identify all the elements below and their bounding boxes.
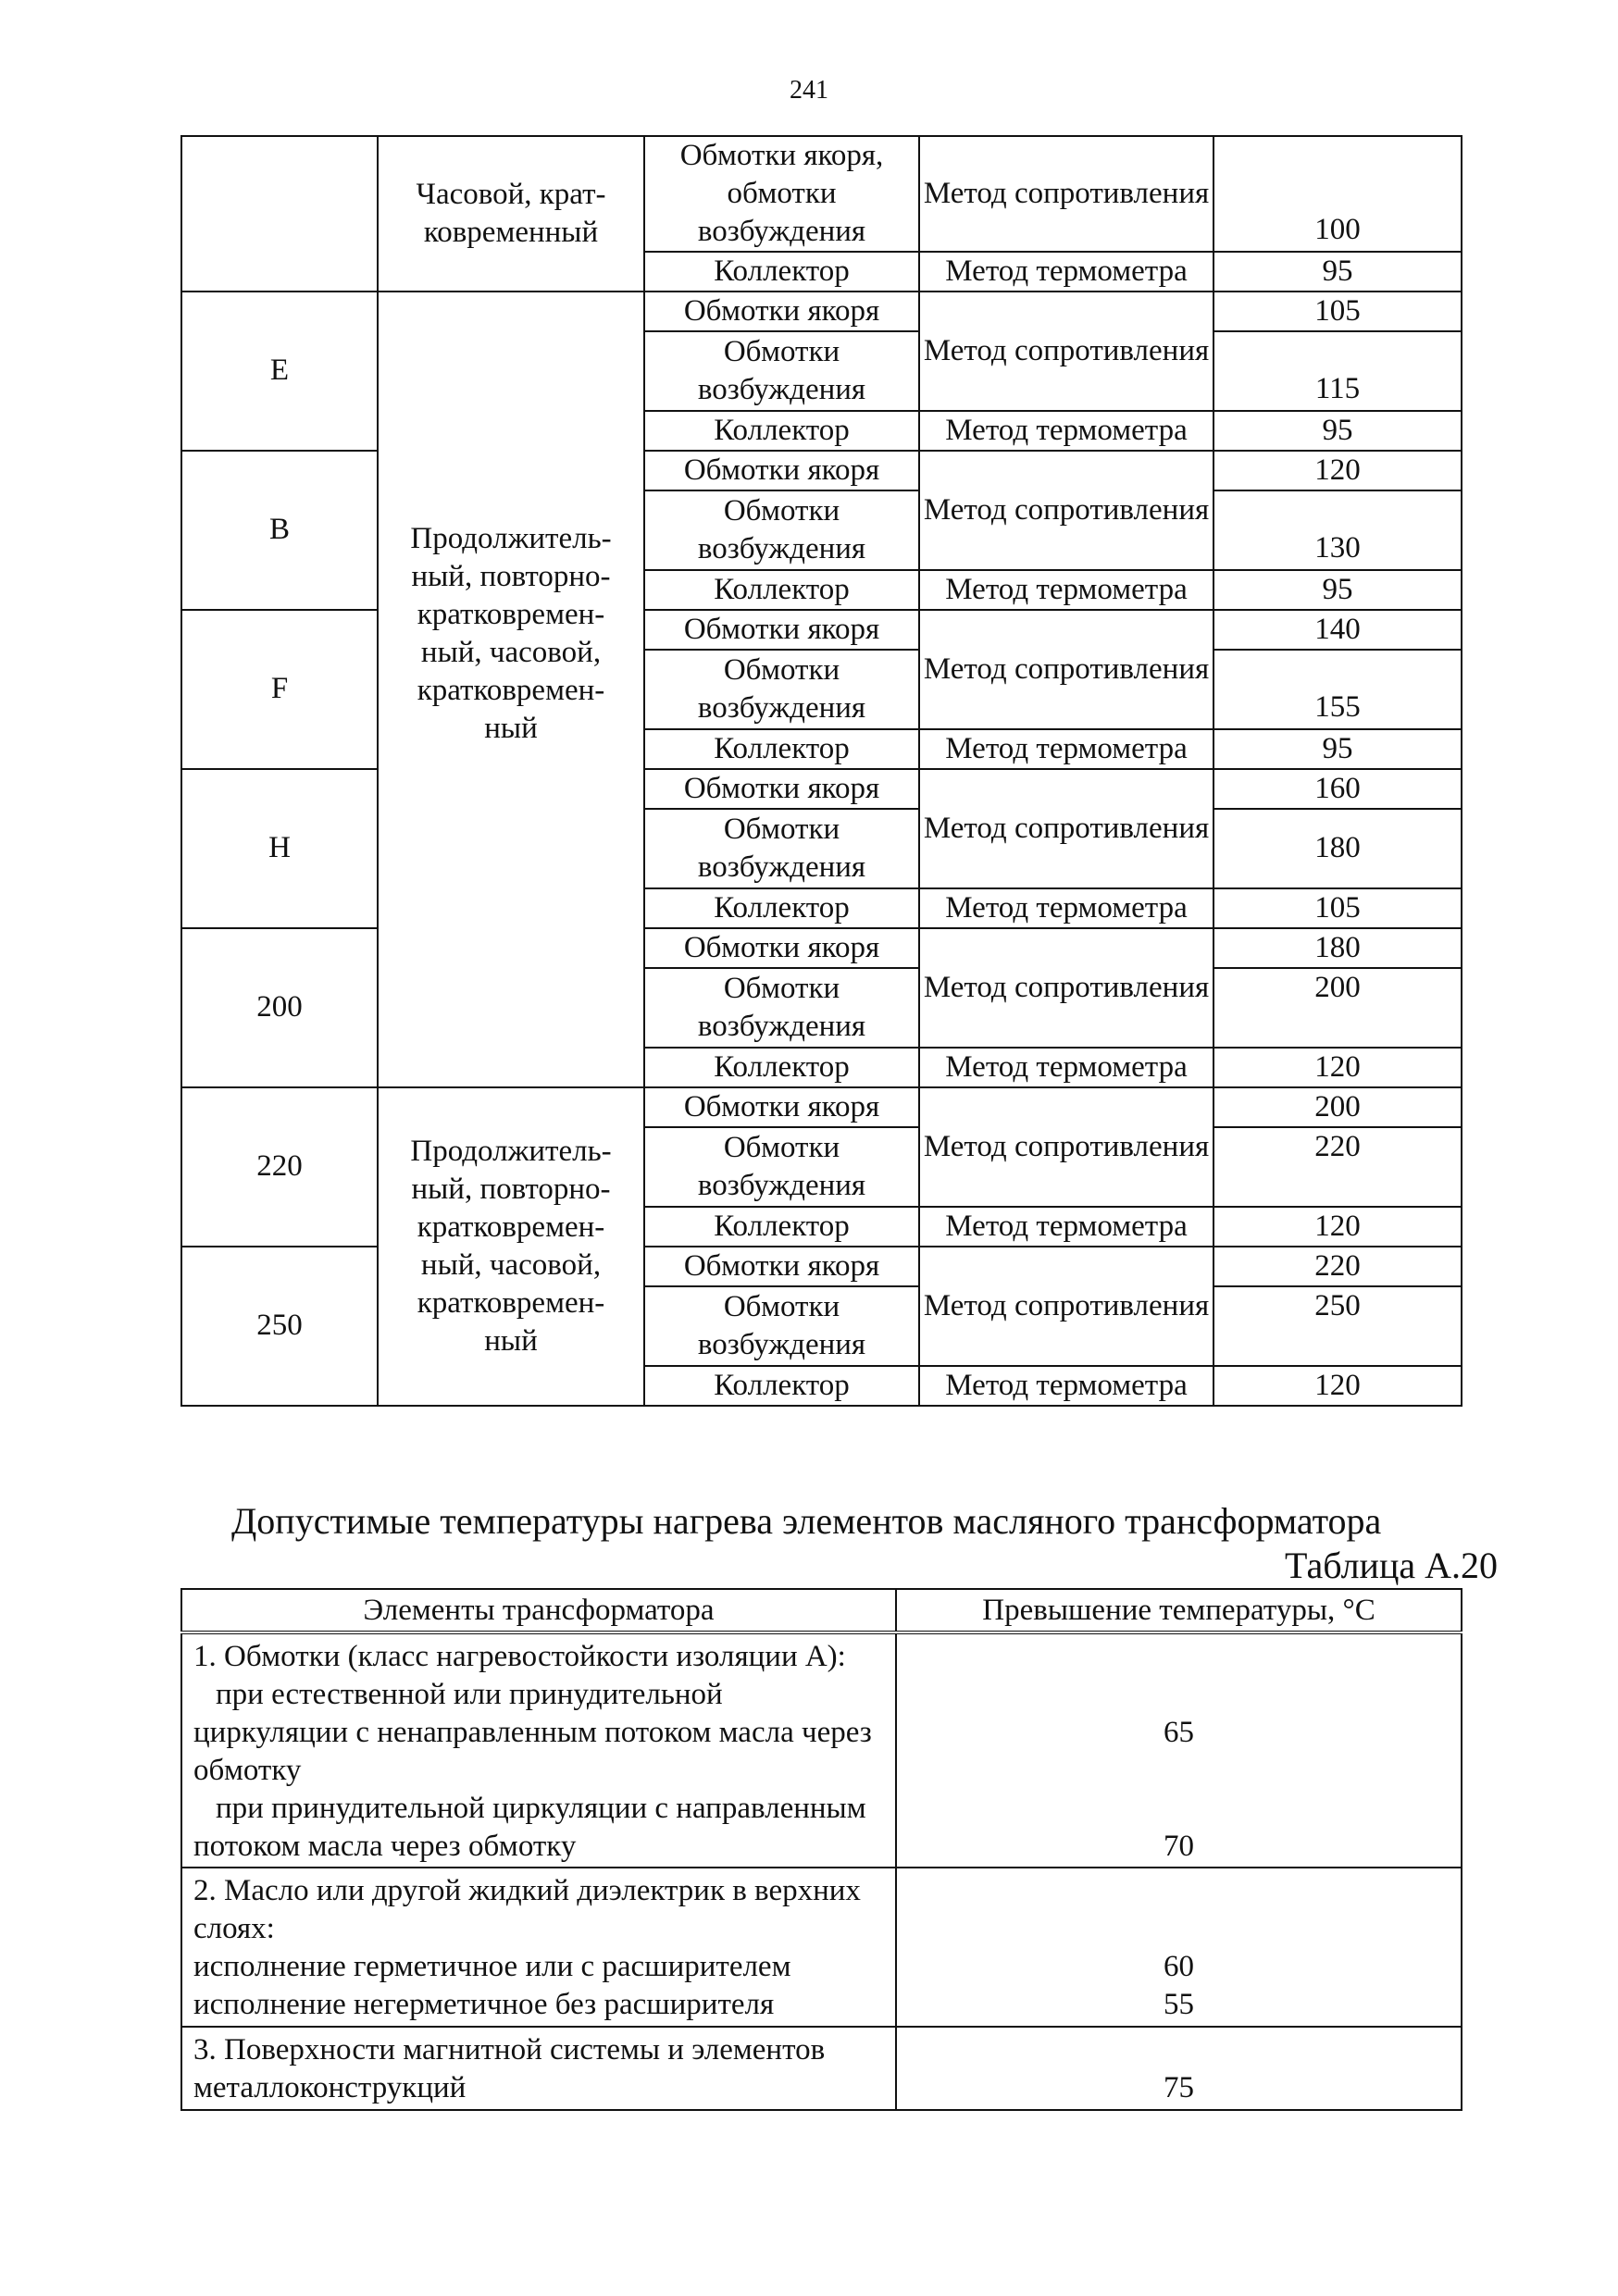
value-cell: 95 — [1214, 411, 1462, 451]
method-cell: Метод сопротивления — [919, 1087, 1214, 1207]
element-cell: Обмотки якоря — [644, 928, 919, 968]
value-cell — [896, 1868, 1462, 2027]
element-cell: Обмотки якоря — [644, 1247, 919, 1286]
value-cell: 120 — [1214, 1048, 1462, 1087]
method-cell: Метод термометра — [919, 729, 1214, 769]
method-cell: Метод термометра — [919, 888, 1214, 928]
element-cell: Коллектор — [644, 1207, 919, 1247]
value: 75 — [1164, 2070, 1194, 2104]
row-title: 2. Масло или другой жидкий диэлектрик в верхних слоях: — [193, 1874, 861, 1946]
value-cell: 120 — [1214, 451, 1462, 490]
value-cell: 160 — [1214, 769, 1462, 809]
table-row — [181, 769, 1462, 809]
value-cell — [896, 2027, 1462, 2110]
element-cell: Коллектор — [644, 888, 919, 928]
table-row — [181, 1247, 1462, 1286]
value-cell: 95 — [1214, 570, 1462, 610]
element-cell — [181, 1868, 896, 2027]
mode-line: кратковремен- — [417, 1210, 605, 1244]
value-cell: 180 — [1214, 809, 1462, 888]
value-cell: 220 — [1214, 1127, 1462, 1207]
table-row — [181, 1868, 1462, 2027]
insulation-class-cell: F — [181, 610, 378, 769]
mode-line: кратковремен- — [417, 597, 605, 631]
method-cell: Метод термометра — [919, 1048, 1214, 1087]
page-number: 241 — [790, 76, 828, 105]
element-cell: Коллектор — [644, 570, 919, 610]
method-cell: Метод сопротивления — [919, 451, 1214, 570]
element-cell: Коллектор — [644, 1048, 919, 1087]
value: 60 — [1164, 1950, 1194, 1984]
table-row — [181, 928, 1462, 968]
element-cell: Обмотки возбуждения — [644, 331, 919, 411]
element-cell: Обмотки возбуждения — [644, 490, 919, 570]
table-row — [181, 451, 1462, 490]
element-cell: Обмотки возбуждения — [644, 1286, 919, 1366]
element-cell: Обмотки якоря — [644, 769, 919, 809]
column-header: Элементы трансформатора — [181, 1589, 896, 1632]
row-title: 1. Обмотки (класс нагревостойкости изоляции А): — [193, 1640, 846, 1673]
row-title: 3. Поверхности магнитной системы и элементов металлоконструкций — [193, 2033, 826, 2104]
value-cell: 120 — [1214, 1207, 1462, 1247]
element-cell: Обмотки возбуждения — [644, 809, 919, 888]
insulation-class-cell: H — [181, 769, 378, 928]
method-cell: Метод сопротивления — [919, 1247, 1214, 1366]
method-cell: Метод сопротивления — [919, 136, 1214, 252]
element-cell: Обмотки якоря — [644, 451, 919, 490]
method-cell: Метод термометра — [919, 1366, 1214, 1406]
mode-line: ный, повторно- — [411, 559, 611, 593]
value-cell: 180 — [1214, 928, 1462, 968]
value-cell: 115 — [1214, 331, 1462, 411]
method-cell: Метод сопротивления — [919, 292, 1214, 411]
transformer-temperature-table — [180, 1588, 1462, 2111]
table-row — [181, 610, 1462, 650]
insulation-class-cell: 200 — [181, 928, 378, 1087]
insulation-class-cell: 220 — [181, 1087, 378, 1247]
table-row — [181, 292, 1462, 331]
value-cell: 105 — [1214, 292, 1462, 331]
element-cell — [181, 1632, 896, 1868]
table-label: Таблица А.20 — [1285, 1545, 1498, 1586]
table-caption: Допустимые температуры нагрева элементов масляного трансформатора — [231, 1500, 1382, 1542]
mode-line: кратковремен- — [417, 673, 605, 707]
element-cell: Обмотки возбуждения — [644, 968, 919, 1048]
value-cell: 95 — [1214, 252, 1462, 292]
element-cell: Обмотки якоря — [644, 610, 919, 650]
value-cell: 140 — [1214, 610, 1462, 650]
value-cell: 200 — [1214, 968, 1462, 1048]
value-cell: 155 — [1214, 650, 1462, 729]
mode-cell — [378, 1087, 644, 1406]
motor-temperature-table — [180, 135, 1462, 1407]
element-cell: Коллектор — [644, 411, 919, 451]
row-subitem: исполнение герметичное или с расширителем — [193, 1950, 791, 1984]
element-cell: Обмотки якоря — [644, 292, 919, 331]
method-cell: Метод термометра — [919, 1207, 1214, 1247]
row-subitem: при естественной или принудительной циркуляции с ненаправленным потоком масла через обмотку — [193, 1677, 872, 1787]
method-cell: Метод термометра — [919, 570, 1214, 610]
table-row — [181, 1632, 1462, 1868]
mode-line: Продолжитель- — [410, 1135, 612, 1168]
row-subitem: исполнение негерметичное без расширителя — [193, 1988, 775, 2022]
table-row — [181, 136, 1462, 252]
value-cell: 105 — [1214, 888, 1462, 928]
value: 65 — [1164, 1715, 1194, 1749]
mode-line: ный — [484, 1323, 538, 1358]
mode-cell: Часовой, крат-ковременный — [378, 136, 644, 292]
mode-line: кратковремен- — [417, 1285, 605, 1320]
element-cell — [181, 2027, 896, 2110]
mode-line: ный, повторно- — [411, 1172, 611, 1206]
element-cell: Обмотки возбуждения — [644, 650, 919, 729]
method-cell: Метод сопротивления — [919, 928, 1214, 1048]
value: 55 — [1164, 1988, 1194, 2022]
method-cell: Метод сопротивления — [919, 610, 1214, 729]
value-cell: 220 — [1214, 1247, 1462, 1286]
element-cell: Коллектор — [644, 252, 919, 292]
value-cell: 95 — [1214, 729, 1462, 769]
table-row — [181, 1087, 1462, 1127]
value-cell: 200 — [1214, 1087, 1462, 1127]
element-cell: Обмотки якоря, обмотки возбуждения — [644, 136, 919, 252]
value-cell: 120 — [1214, 1366, 1462, 1406]
value-cell: 130 — [1214, 490, 1462, 570]
column-header: Превышение температуры, °С — [896, 1589, 1462, 1632]
value: 70 — [1164, 1829, 1194, 1863]
mode-line: ный, часовой, — [420, 635, 602, 669]
mode-line: Продолжитель- — [410, 522, 612, 555]
insulation-class-cell: B — [181, 451, 378, 610]
mode-line: ный — [484, 711, 538, 745]
mode-cell — [378, 292, 644, 1087]
row-subitem: при принудительной циркуляции с направленным потоком масла через обмотку — [193, 1791, 866, 1863]
insulation-class-cell: E — [181, 292, 378, 451]
class-cell-empty — [181, 136, 378, 292]
method-cell: Метод термометра — [919, 252, 1214, 292]
method-cell: Метод термометра — [919, 411, 1214, 451]
element-cell: Коллектор — [644, 729, 919, 769]
mode-line: ный, часовой, — [420, 1247, 602, 1282]
table-row — [181, 2027, 1462, 2110]
element-cell: Обмотки возбуждения — [644, 1127, 919, 1207]
element-cell: Обмотки якоря — [644, 1087, 919, 1127]
value-cell: 100 — [1214, 136, 1462, 252]
value-cell — [896, 1632, 1462, 1868]
insulation-class-cell: 250 — [181, 1247, 378, 1406]
value-cell: 250 — [1214, 1286, 1462, 1366]
method-cell: Метод сопротивления — [919, 769, 1214, 888]
element-cell: Коллектор — [644, 1366, 919, 1406]
